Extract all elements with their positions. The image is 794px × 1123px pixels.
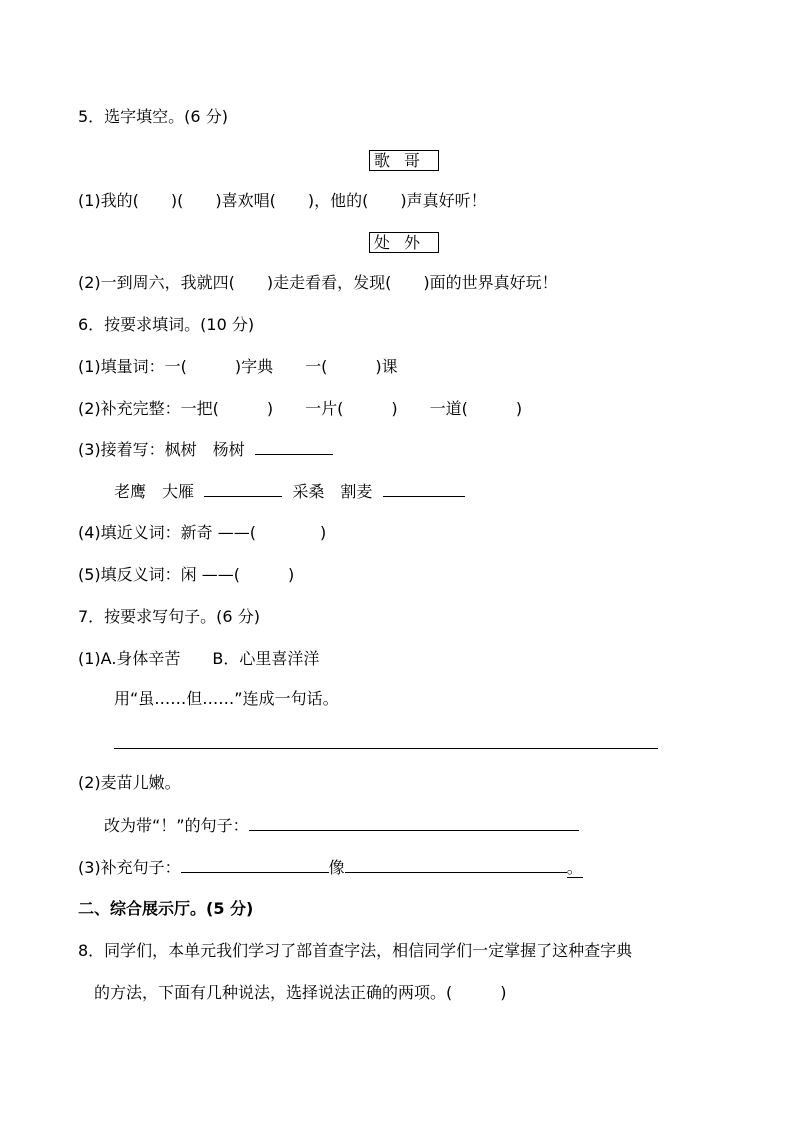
q6-item-3 (78, 438, 333, 461)
q5-box2-chars: 处外 (369, 232, 439, 253)
q5-char-box-1 (369, 150, 439, 172)
answer-blank[interactable] (181, 856, 329, 873)
q6-item-3b-b: 采桑 割麦 (292, 482, 373, 501)
q6-item-3-label: (3)接着写：枫树 杨树 (78, 440, 245, 459)
q6-item-2: (2)补充完整：一把( ) 一片( ) 一道( ) (78, 399, 523, 418)
q7-item-3-end: 。 (566, 858, 583, 877)
q6-item-3b (114, 480, 465, 503)
q6-item-4: (4)填近义词：新奇 ——( ) (78, 523, 327, 542)
answer-blank[interactable] (345, 856, 567, 873)
q8-line-2: 的方法，下面有几种说法，选择说法正确的两项。( ) (94, 983, 507, 1002)
q6-item-3b-a: 老鹰 大雁 (114, 482, 195, 501)
section-2-title: 二、综合展示厅。(5 分) (78, 899, 254, 918)
q7-item-3-mid: 像 (328, 858, 345, 877)
q7-item-3 (78, 856, 583, 879)
q5-item-1: (1)我的( )( )喜欢唱( )，他的( )声真好听！ (78, 191, 487, 210)
q5-char-box-2 (369, 232, 439, 254)
q7-item-2-instruction (104, 814, 579, 837)
q6-item-1: (1)填量词：一( )字典 一( )课 (78, 357, 398, 376)
answer-blank[interactable] (255, 438, 333, 455)
q7-item-1: (1)A.身体辛苦 B．心里喜洋洋 (78, 649, 320, 668)
answer-blank[interactable] (249, 814, 579, 831)
q7-item-2-label: 改为带“！”的句子： (104, 816, 249, 835)
q5-title: 5．选字填空。(6 分) (78, 107, 228, 126)
q7-item-3-label: (3)补充句子： (78, 858, 181, 877)
answer-blank[interactable] (383, 480, 465, 497)
q7-item-1-instruction: 用“虽……但……”连成一句话。 (114, 689, 339, 708)
q6-title: 6．按要求填词。(10 分) (78, 315, 255, 334)
q7-title: 7．按要求写句子。(6 分) (78, 607, 260, 626)
q7-item-2: (2)麦苗儿嫩。 (78, 773, 181, 792)
answer-blank[interactable] (204, 480, 282, 497)
q5-box1-chars: 歌哥 (369, 150, 439, 171)
q7-answer-line-1[interactable] (114, 748, 658, 749)
q6-item-5: (5)填反义词：闲 ——( ) (78, 565, 295, 584)
q8-line-1: 8．同学们，本单元我们学习了部首查字法，相信同学们一定掌握了这种查字典 (78, 941, 633, 960)
q5-item-2: (2)一到周六，我就四( )走走看看，发现( )面的世界真好玩！ (78, 273, 558, 292)
